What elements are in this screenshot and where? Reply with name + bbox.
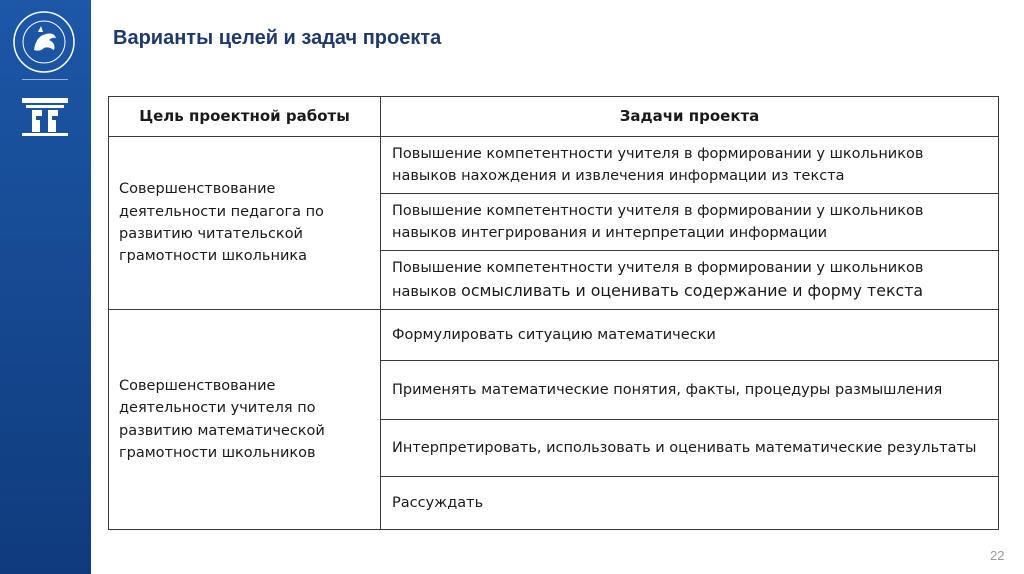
table-header-row [109, 97, 999, 137]
task-cell: Интерпретировать, использовать и оценивать математические результаты [381, 420, 999, 477]
task-cell: Формулировать ситуацию математически [381, 310, 999, 361]
header-tasks: Задачи проекта [381, 97, 999, 137]
table-row [109, 137, 999, 194]
task-cell: Применять математические понятия, факты, процедуры размышления [381, 361, 999, 420]
goal-cell: Совершенствование деятельности учителя по развитию математической грамотности школьников [109, 310, 381, 530]
column-emblem-icon [20, 96, 70, 136]
table-row [109, 310, 999, 361]
task-cell: Повышение компетентности учителя в формировании у школьников навыков интегрирования и интерпретации информации [381, 194, 999, 251]
task-cell: Повышение компетентности учителя в формировании у школьников навыков нахождения и извлечения информации из текста [381, 137, 999, 194]
task-cell: Рассуждать [381, 477, 999, 530]
goals-tasks-table [108, 96, 999, 530]
university-seal-icon [12, 10, 76, 74]
task-text: Повышение компетентности учителя в формировании у школьников навыков [392, 259, 924, 300]
slide-title: Варианты целей и задач проекта [113, 27, 442, 49]
sidebar [0, 0, 91, 574]
goal-cell: Совершенствование деятельности педагога по развитию читательской грамотности школьника [109, 137, 381, 310]
header-goal: Цель проектной работы [109, 97, 381, 137]
task-cell [381, 251, 999, 310]
page-number: 22 [990, 548, 1005, 563]
task-emphasis-text: осмысливать и оценивать содержание и форму текста [461, 280, 924, 300]
logo-divider [22, 79, 68, 80]
